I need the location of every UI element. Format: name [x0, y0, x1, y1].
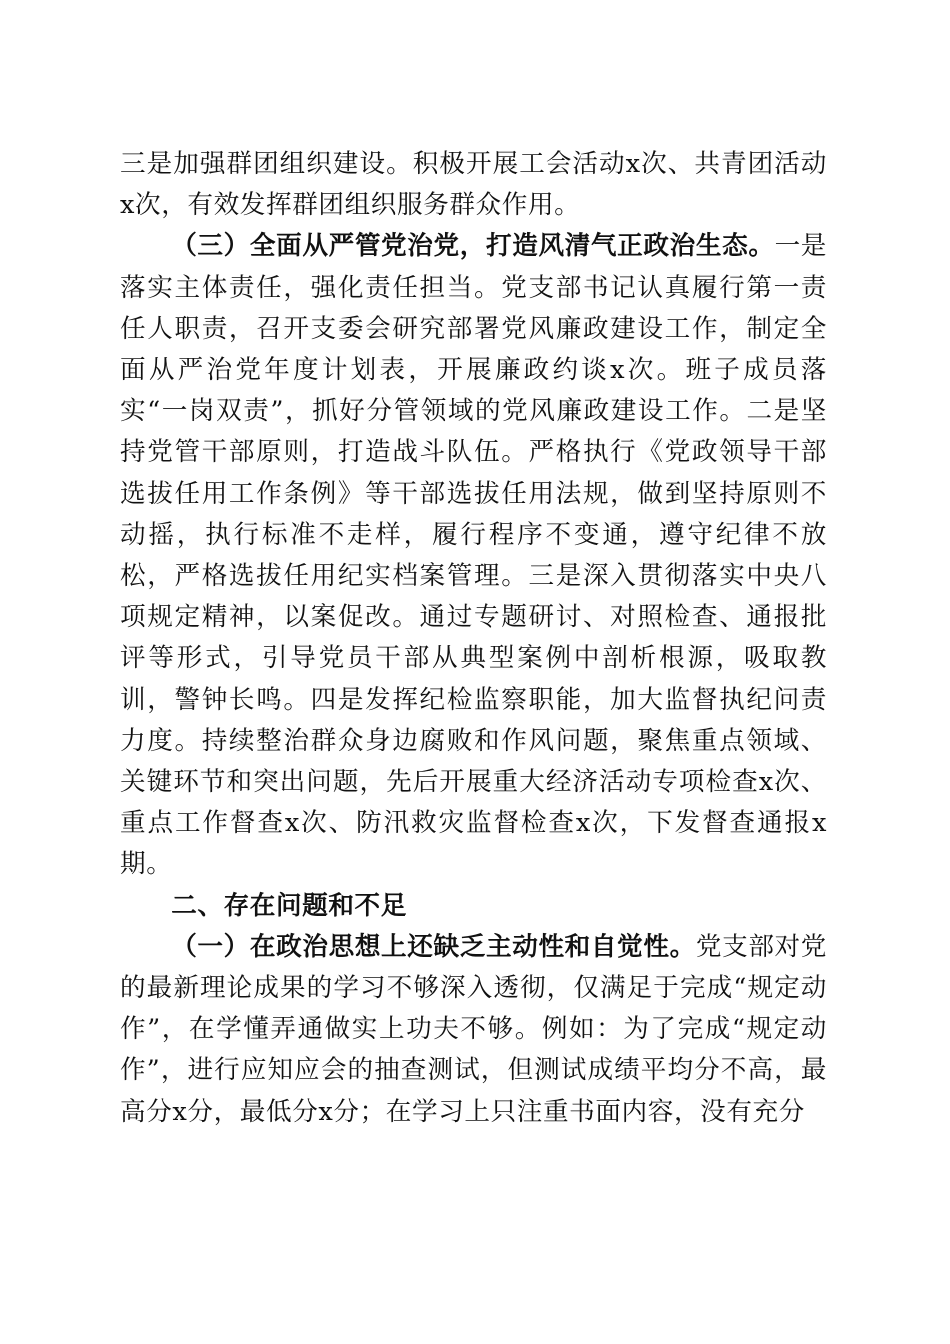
paragraph-group-organization [120, 144, 827, 226]
paragraph-political-thought [120, 927, 827, 1133]
section-heading-text: 二、存在问题和不足 [171, 890, 407, 921]
section-heading-problems [120, 886, 827, 927]
paragraph-text: 三是加强群团组织建设。积极开展工会活动x次、共青团活动x次，有效发挥群团组织服务群众作用。 [120, 149, 827, 221]
document-body [120, 144, 827, 1133]
paragraph-lead-heading: （一）在政治思想上还缺乏主动性和自觉性。 [171, 931, 696, 962]
paragraph-text: 一是落实主体责任，强化责任担当。党支部书记认真履行第一责任人职责，召开支委会研究部署党风廉政建设工作，制定全面从严治党年度计划表，开展廉政约谈x次。班子成员落实“一岗双责”，抓好分管领域的党风廉政建设工作。二是坚持党管干部原则，打造战斗队伍。严格执行《党政领导干部选拔任用工作条例》等干部选拔任用法规，做到坚持原则不动摇，执行标准不走样，履行程序不变通，遵守纪律不放松，严格选拔任用纪实档案管理。三是深入贯彻落实中央八项规定精神，以案促改。通过专题研讨、对照检查、通报批评等形式，引导党员干部从典型案例中剖析根源，吸取教训，警钟长鸣。四是发挥纪检监察职能，加大监督执纪问责力度。持续整治群众身边腐败和作风问题，聚焦重点领域、关键环节和突出问题，先后开展重大经济活动专项检查x次、重点工作督查x次、防汛救灾监督检查x次，下发督查通报x期。 [120, 231, 827, 880]
paragraph-strict-party-governance [120, 226, 827, 885]
paragraph-lead-heading: （三）全面从严管党治党，打造风清气正政治生态。 [171, 231, 775, 262]
paragraph-text: 党支部对党的最新理论成果的学习不够深入透彻，仅满足于完成“规定动作”，在学懂弄通做实上功夫不够。例如：为了完成“规定动作”，进行应知应会的抽查测试，但测试成绩平均分不高，最高分x分，最低分x分；在学习上只注重书面内容，没有充分 [120, 931, 827, 1127]
